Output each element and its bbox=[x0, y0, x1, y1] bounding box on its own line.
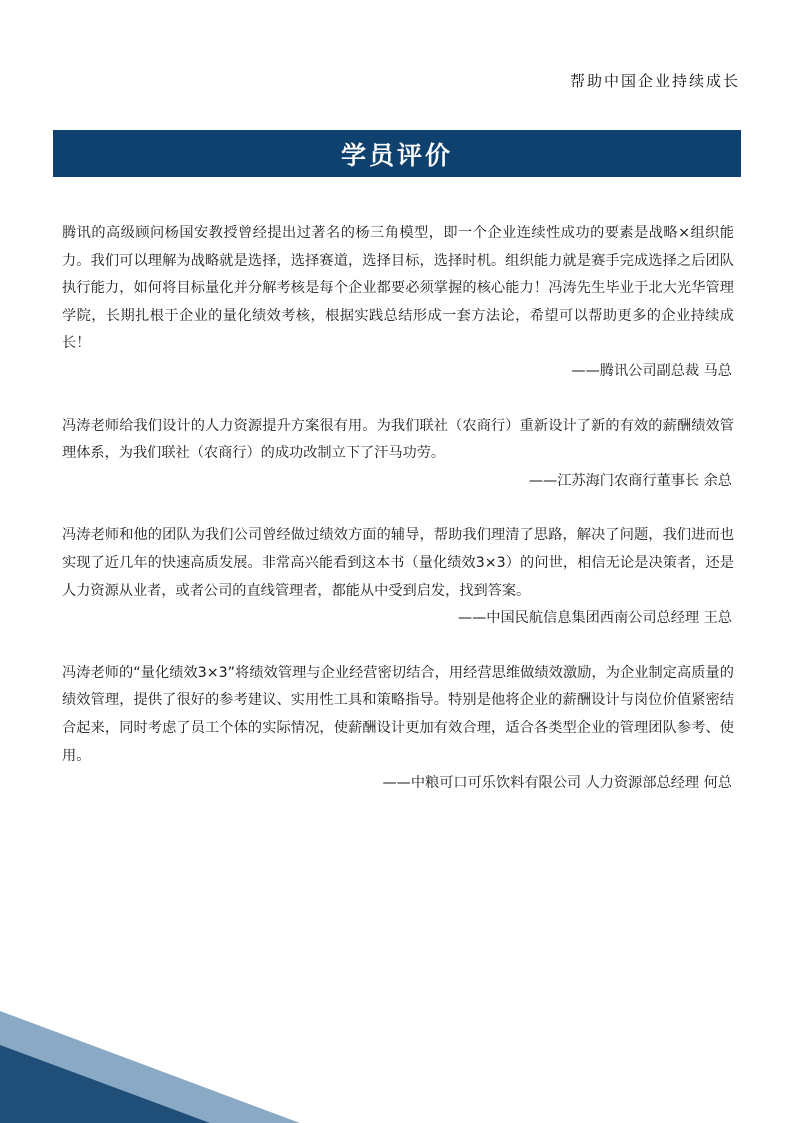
review-author: ——腾讯公司副总裁 马总 bbox=[571, 362, 732, 379]
review-author: ——江苏海门农商行董事长 余总 bbox=[528, 472, 732, 489]
review-text: 冯涛老师给我们设计的人力资源提升方案很有用。为我们联社（农商行）重新设计了新的有效的薪酬绩效管理体系，为我们联社（农商行）的成功改制立下了汗马功劳。 bbox=[62, 417, 734, 462]
corner-decoration bbox=[0, 1011, 300, 1123]
review-item bbox=[62, 660, 734, 798]
section-banner bbox=[53, 130, 741, 177]
review-text: 腾讯的高级顾问杨国安教授曾经提出过著名的杨三角模型，即一个企业连续性成功的要素是战略×组织能力。我们可以理解为战略就是选择，选择赛道，选择目标，选择时机。组织能力就是赛手完成选择之后团队执行能力，如何将目标量化并分解考核是每个企业都要必须掌握的核心能力！冯涛先生毕业于北大光华管理学院，长期扎根于企业的量化绩效考核，根据实践总结形成一套方法论，希望可以帮助更多的企业持续成长！ bbox=[62, 225, 734, 352]
review-author: ——中国民航信息集团西南公司总经理 王总 bbox=[457, 610, 732, 627]
review-item bbox=[62, 522, 734, 632]
reviews-list bbox=[62, 220, 734, 825]
review-text: 冯涛老师的“量化绩效3×3”将绩效管理与企业经营密切结合，用经营思维做绩效激励，为企业制定高质量的绩效管理，提供了很好的参考建议、实用性工具和策略指导。特别是他将企业的薪酬设计与岗位价值紧密结合起来，同时考虑了员工个体的实际情况，使薪酬设计更加有效合理，适合各类型企业的管理团队参考、使用。 bbox=[62, 664, 734, 764]
review-item bbox=[62, 413, 734, 496]
review-item bbox=[62, 220, 734, 386]
header-slogan: 帮助中国企业持续成长 bbox=[569, 72, 740, 90]
section-title: 学员评价 bbox=[340, 140, 453, 170]
review-author: ——中粮可口可乐饮料有限公司 人力资源部总经理 何总 bbox=[382, 775, 732, 792]
review-text: 冯涛老师和他的团队为我们公司曾经做过绩效方面的辅导，帮助我们理清了思路，解决了问题，我们进而也实现了近几年的快速高质发展。非常高兴能看到这本书（量化绩效3×3）的问世，相信无论是决策者，还是人力资源从业者，或者公司的直线管理者，都能从中受到启发，找到答案。 bbox=[62, 527, 734, 599]
